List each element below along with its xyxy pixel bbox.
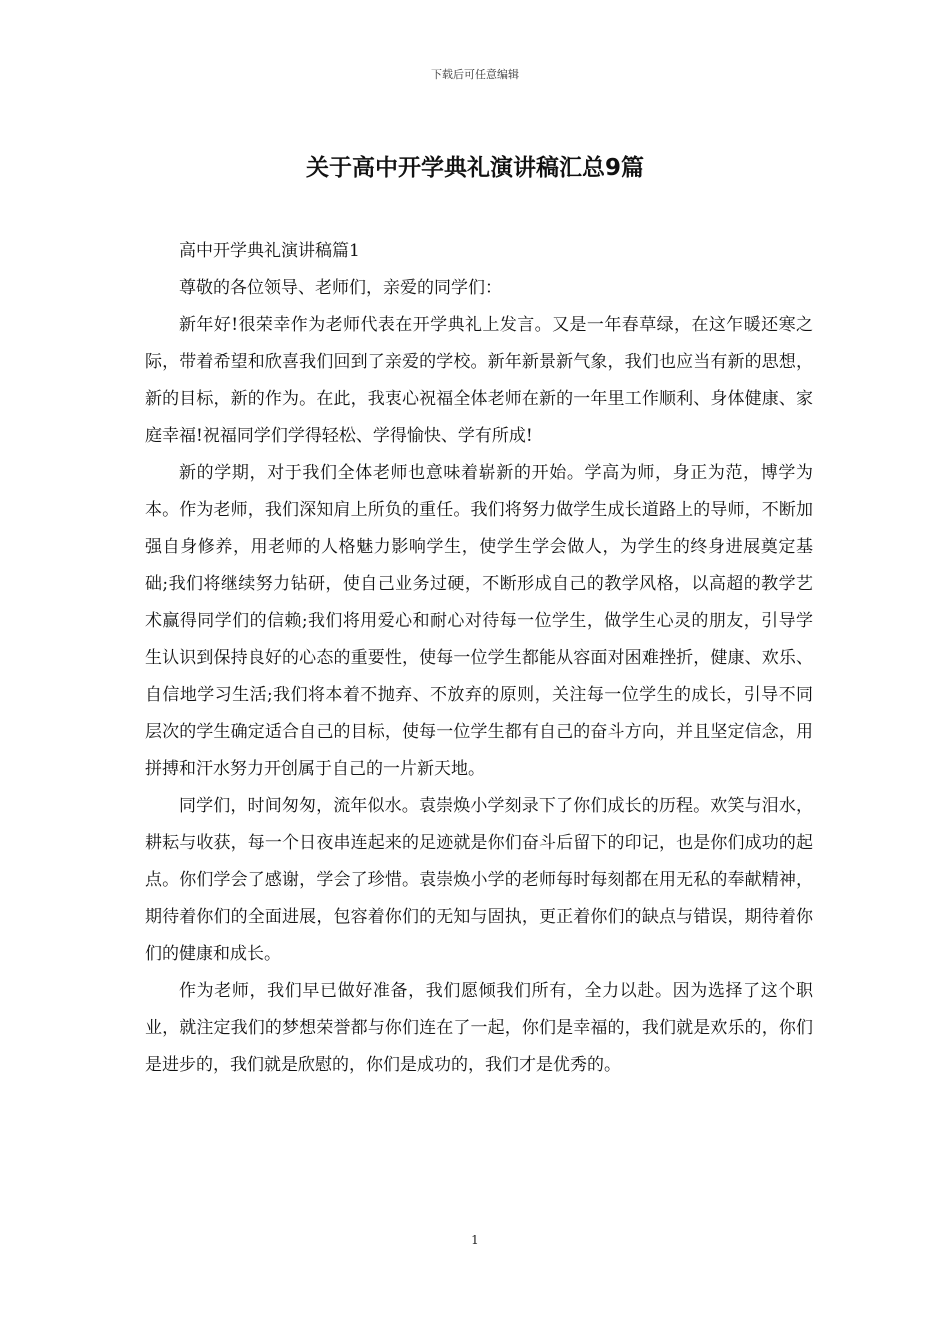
document-body <box>145 233 813 1084</box>
document-title: 关于高中开学典礼演讲稿汇总9篇 <box>305 155 644 181</box>
salutation: 尊敬的各位领导、老师们，亲爱的同学们： <box>179 278 502 298</box>
body-paragraph: 同学们，时间匆匆，流年似水。袁崇焕小学刻录下了你们成长的历程。欢笑与泪水，耕耘与收获，每一个日夜串连起来的足迹就是你们奋斗后留下的印记，也是你们成功的起点。你们学会了感谢，学会了珍惜。袁崇焕小学的老师每时每刻都在用无私的奉献精神，期待着你们的全面进展，包容着你们的无知与固执，更正着你们的缺点与错误，期待着你们的健康和成长。 <box>145 796 813 964</box>
body-paragraph: 新的学期，对于我们全体老师也意味着崭新的开始。学高为师，身正为范，博学为本。作为老师，我们深知肩上所负的重任。我们将努力做学生成长道路上的导师，不断加强自身修养，用老师的人格魅力影响学生，使学生学会做人，为学生的终身进展奠定基础;我们将继续努力钻研，使自己业务过硬，不断形成自己的教学风格，以高超的教学艺术赢得同学们的信赖;我们将用爱心和耐心对待每一位学生，做学生心灵的朋友，引导学生认识到保持良好的心态的重要性，使每一位学生都能从容面对困难挫折，健康、欢乐、自信地学习生活;我们将本着不抛弃、不放弃的原则，关注每一位学生的成长，引导不同层次的学生确定适合自己的目标，使每一位学生都有自己的奋斗方向，并且坚定信念，用拼搏和汗水努力开创属于自己的一片新天地。 <box>145 463 813 779</box>
page-number: 1 <box>471 1233 479 1247</box>
page-header: 下载后可任意编辑 <box>431 68 519 81</box>
body-paragraph: 作为老师，我们早已做好准备，我们愿倾我们所有，全力以赴。因为选择了这个职业，就注定我们的梦想荣誉都与你们连在了一起，你们是幸福的，我们就是欢乐的，你们是进步的，我们就是欣慰的，你们是成功的，我们才是优秀的。 <box>145 981 813 1075</box>
body-paragraph: 新年好!很荣幸作为老师代表在开学典礼上发言。又是一年春草绿，在这乍暖还寒之际，带着希望和欣喜我们回到了亲爱的学校。新年新景新气象，我们也应当有新的思想，新的目标，新的作为。在此，我衷心祝福全体老师在新的一年里工作顺利、身体健康、家庭幸福!祝福同学们学得轻松、学得愉快、学有所成! <box>145 315 813 446</box>
section-heading: 高中开学典礼演讲稿篇1 <box>179 241 360 261</box>
